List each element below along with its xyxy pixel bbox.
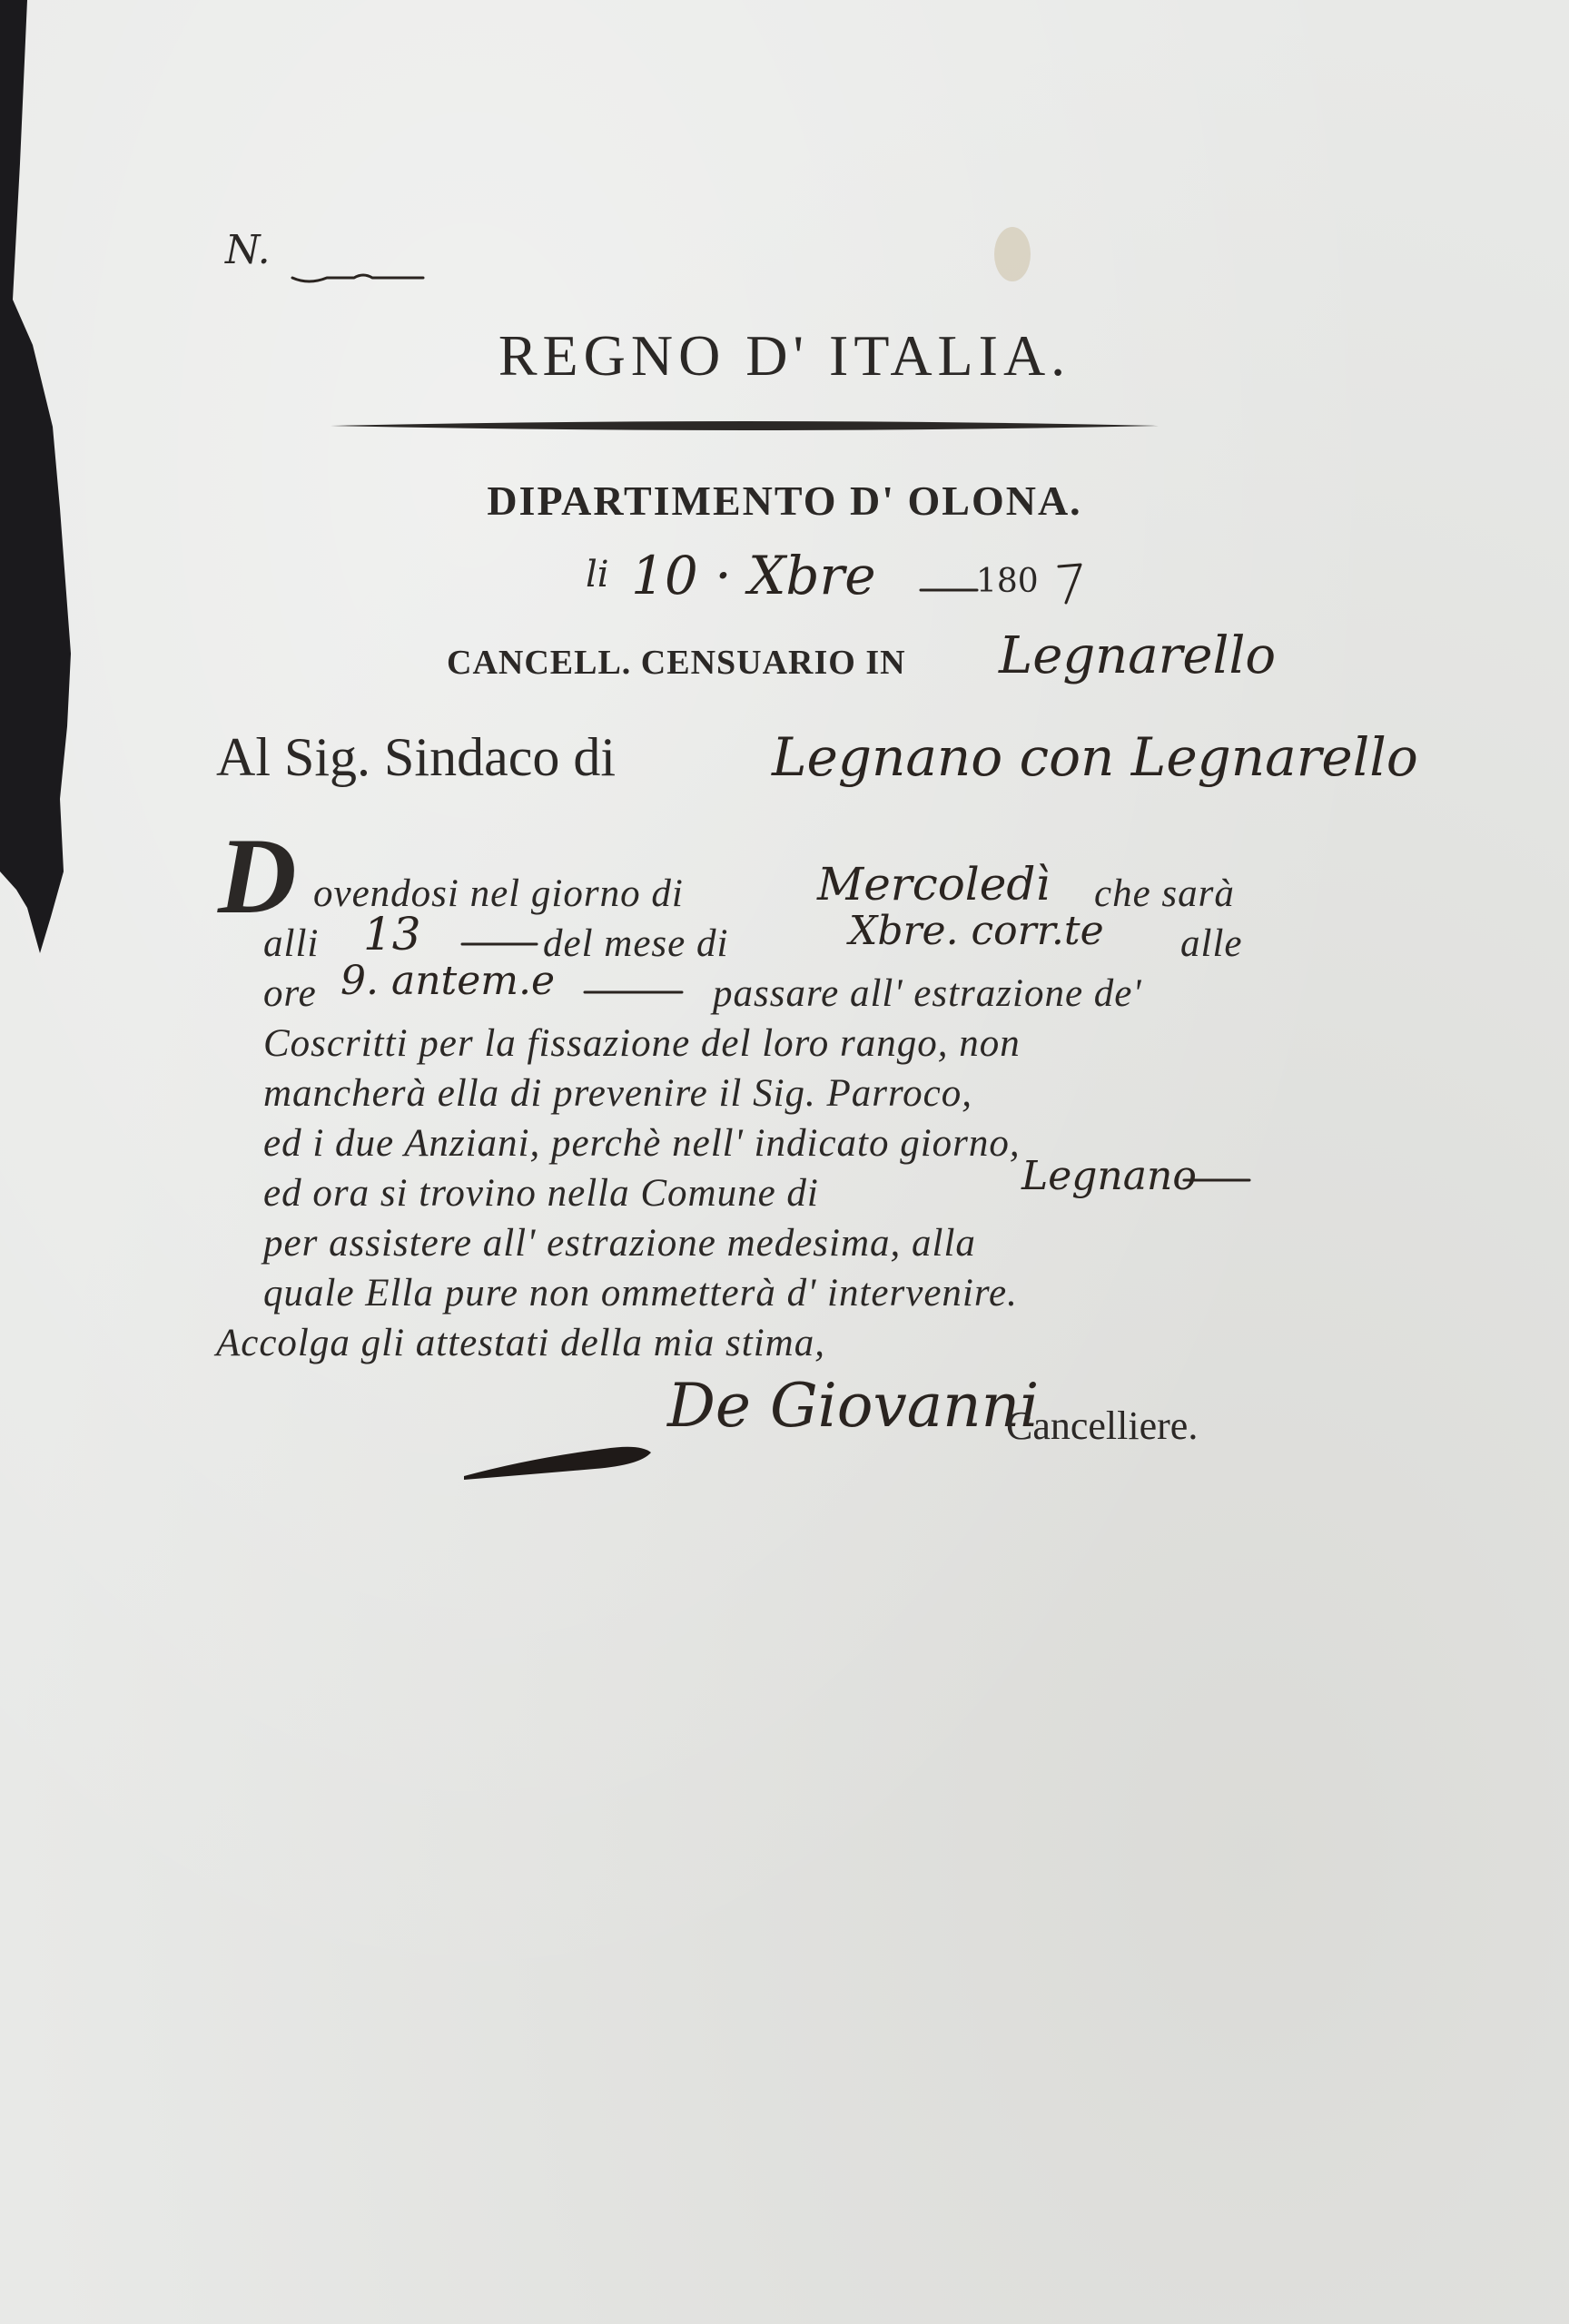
commune-dash bbox=[1180, 1173, 1253, 1187]
body-line-10: Accolga gli attestati della mia stima, bbox=[216, 1322, 825, 1364]
body-line-2b: del mese di bbox=[543, 922, 729, 965]
hour-dash bbox=[581, 985, 686, 1000]
body-line-9: quale Ella pure non ommetterà d' intervenire. bbox=[263, 1272, 1018, 1315]
office-label: CANCELL. CENSUARIO IN bbox=[447, 644, 906, 682]
title-rule bbox=[327, 413, 1162, 440]
body-line-1b: che sarà bbox=[1094, 872, 1235, 915]
day-handwritten: 13 bbox=[363, 908, 421, 960]
department-title: DIPARTIMENTO D' OLONA. bbox=[487, 478, 1082, 524]
year-digit-handwritten bbox=[1053, 556, 1090, 610]
date-prefix: li bbox=[586, 554, 609, 596]
body-line-3b: passare all' estrazione de' bbox=[713, 972, 1142, 1015]
date-handwritten: 10 · Xbre bbox=[631, 545, 876, 606]
body-line-1a: ovendosi nel giorno di bbox=[313, 872, 684, 915]
number-mark: N. bbox=[225, 227, 271, 273]
body-line-2c: alle bbox=[1180, 922, 1243, 965]
body-line-4: Coscritti per la fissazione del loro rango, non bbox=[263, 1022, 1021, 1065]
body-line-8: per assistere all' estrazione medesima, alla bbox=[263, 1222, 976, 1265]
office-location-handwritten: Legnarello bbox=[999, 626, 1277, 685]
day-dash bbox=[459, 937, 540, 951]
addressee-handwritten: Legnano con Legnarello bbox=[772, 726, 1418, 788]
body-line-6: ed i due Anziani, perchè nell' indicato giorno, bbox=[263, 1122, 1021, 1165]
drop-cap: D bbox=[218, 815, 297, 936]
body-line-3a: ore bbox=[263, 972, 317, 1015]
number-blank-line bbox=[291, 265, 427, 292]
signature-title: Cancelliere. bbox=[1006, 1403, 1199, 1448]
kingdom-title: REGNO D' ITALIA. bbox=[498, 323, 1071, 388]
addressee-label: Al Sig. Sindaco di bbox=[216, 727, 617, 787]
commune-handwritten: Legnano bbox=[1021, 1153, 1197, 1199]
body-line-7: ed ora si trovino nella Comune di bbox=[263, 1172, 819, 1215]
body-line-2a: alli bbox=[263, 922, 320, 965]
hour-handwritten: 9. antem.e bbox=[340, 958, 556, 1004]
date-dash bbox=[917, 581, 981, 599]
paper-stain bbox=[994, 227, 1031, 281]
date-year: 180 bbox=[976, 563, 1039, 600]
month-handwritten: Xbre. corr.te bbox=[849, 908, 1104, 954]
signature-flourish bbox=[459, 1425, 658, 1489]
signature-handwritten: De Giovanni bbox=[667, 1371, 1040, 1441]
weekday-handwritten: Mercoledì bbox=[817, 858, 1051, 911]
body-line-5: mancherà ella di prevenire il Sig. Parroco, bbox=[263, 1072, 973, 1115]
